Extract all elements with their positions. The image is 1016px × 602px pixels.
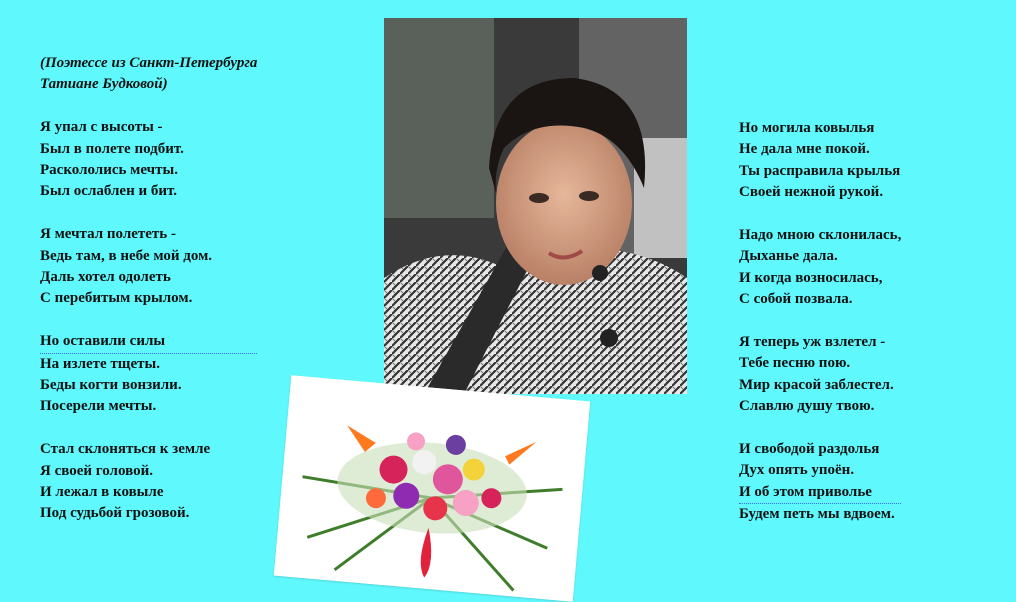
- bouquet-illustration: [274, 375, 590, 601]
- poem-line: Ты расправила крылья: [739, 162, 901, 179]
- poem-line: Я теперь уж взлетел -: [739, 334, 886, 351]
- poem-line: С перебитым крылом.: [40, 290, 193, 307]
- poem-line: Не дала мне покой.: [739, 141, 870, 158]
- stanza-2: [40, 224, 257, 310]
- poem-line: Дух опять упоён.: [739, 462, 855, 479]
- poem-line: И об этом приволье: [739, 482, 901, 504]
- poem-line: Беды когти вонзили.: [40, 377, 182, 394]
- stanza-6: [739, 225, 901, 311]
- poem-line: И когда возносилась,: [739, 269, 883, 286]
- poem-line: И лежал в ковыле: [40, 484, 164, 501]
- poem-line: Даль хотел одолеть: [40, 269, 171, 286]
- poem-line: Надо мною склонилась,: [739, 227, 902, 244]
- poem-line: Будем петь мы вдвоем.: [739, 506, 895, 523]
- flower-bouquet-image: [274, 375, 590, 601]
- poem-line: Но могила ковылья: [739, 120, 875, 136]
- poem-line: Я мечтал полететь -: [40, 226, 176, 243]
- stanza-4: [40, 439, 257, 525]
- poem-line: Я упал с высоты -: [40, 119, 163, 136]
- poem-line: С собой позвала.: [739, 291, 853, 308]
- dedication: [40, 53, 257, 96]
- poem-line: На излете тщеты.: [40, 355, 160, 372]
- poem-line: Был в полете подбит.: [40, 140, 184, 157]
- poem-line: Под судьбой грозовой.: [40, 505, 190, 522]
- stanza-5: [739, 118, 901, 204]
- poem-left-column: [40, 53, 257, 525]
- poem-line: Ведь там, в небе мой дом.: [40, 247, 213, 264]
- poem-line: Славлю душу твою.: [739, 398, 875, 415]
- poem-line: Я своей головой.: [40, 462, 153, 479]
- stanza-3: [40, 331, 257, 418]
- stanza-7: [739, 332, 901, 418]
- poem-line: Был ослаблен и бит.: [40, 183, 177, 200]
- dedication-line: (Поэтессе из Санкт-Петербурга: [40, 55, 258, 71]
- poem-line: Стал склоняться к земле: [40, 441, 211, 458]
- poem-right-column: [739, 118, 901, 526]
- portrait-image: [384, 18, 687, 394]
- stanza-8: [739, 439, 901, 526]
- poem-line: И свободой раздолья: [739, 441, 880, 458]
- poem-line: Но оставили силы: [40, 331, 257, 353]
- poem-line: Мир красой заблестел.: [739, 376, 894, 393]
- portrait-photo: [384, 18, 687, 394]
- dedication-line: Татиане Будковой): [40, 76, 168, 93]
- poem-line: Тебе песню пою.: [739, 355, 851, 372]
- stanza-1: [40, 117, 257, 203]
- poem-line: Своей нежной рукой.: [739, 184, 884, 201]
- poem-line: Раскололись мечты.: [40, 162, 178, 179]
- poem-line: Посерели мечты.: [40, 398, 157, 415]
- poem-line: Дыханье дала.: [739, 248, 838, 265]
